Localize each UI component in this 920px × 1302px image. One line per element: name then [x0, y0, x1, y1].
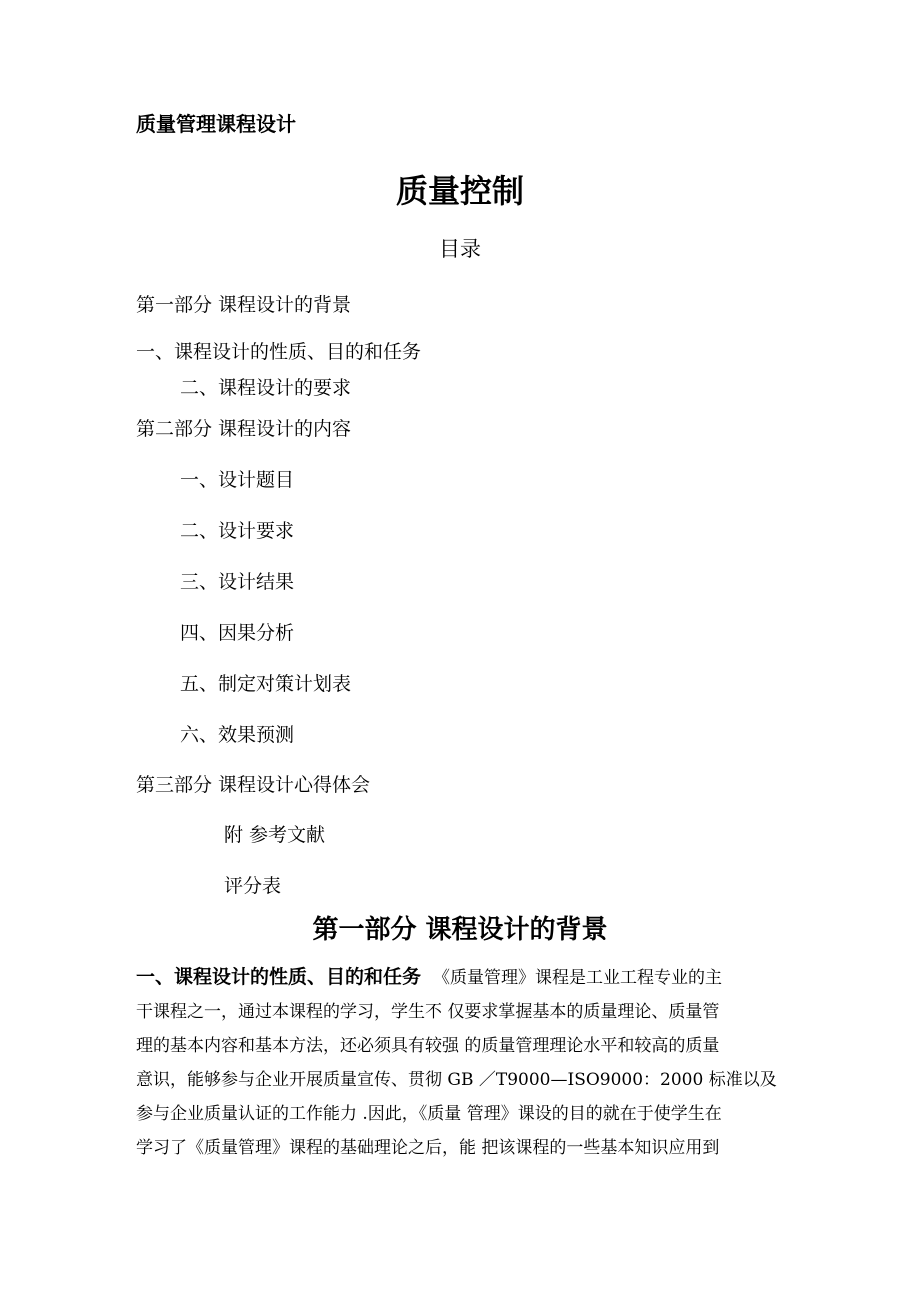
paragraph-text: 《质量管理》课程是工业工程专业的主 — [433, 968, 723, 988]
paragraph-line: 参与企业质量认证的工作能力 .因此，《质量 管理》课设的目的就在于使学生在 — [136, 1104, 722, 1124]
toc-item: 二、课程设计的要求 — [180, 377, 352, 399]
toc-item: 评分表 — [224, 875, 282, 897]
toc-item: 六、效果预测 — [180, 724, 295, 746]
body-paragraph — [136, 960, 796, 1165]
toc-item: 五、制定对策计划表 — [180, 673, 352, 695]
toc-item: 第一部分 课程设计的背景 — [136, 294, 352, 316]
toc-item: 附 参考文献 — [224, 824, 326, 846]
paragraph-line: 干课程之一，通过本课程的学习，学生不 仅要求掌握基本的质量理论、质量管 — [136, 1002, 720, 1022]
toc-item: 第三部分 课程设计心得体会 — [136, 774, 371, 796]
toc-item: 一、课程设计的性质、目的和任务 — [136, 341, 422, 363]
paragraph-line: 理的基本内容和基本方法，还必须具有较强 的质量管理理论水平和较高的质量 — [136, 1036, 720, 1056]
paragraph-line: 学习了《质量管理》课程的基础理论之后，能 把该课程的一些基本知识应用到 — [136, 1138, 720, 1158]
paragraph-lead: 一、课程设计的性质、目的和任务 — [136, 966, 422, 988]
toc-item: 二、设计要求 — [180, 520, 295, 542]
toc-item: 四、因果分析 — [180, 622, 295, 644]
paragraph-line — [136, 960, 796, 995]
toc-item: 三、设计结果 — [180, 571, 295, 593]
course-title: 质量管理课程设计 — [136, 112, 296, 136]
toc-item: 一、设计题目 — [180, 469, 295, 491]
section-heading: 第一部分 课程设计的背景 — [312, 915, 608, 945]
main-title: 质量控制 — [395, 172, 524, 210]
toc-title: 目录 — [439, 237, 481, 261]
toc-item: 第二部分 课程设计的内容 — [136, 418, 352, 440]
paragraph-line: 意识，能够参与企业开展质量宣传、贯彻 GB ／T9000—ISO9000：2000 标准以及 — [136, 1070, 777, 1090]
